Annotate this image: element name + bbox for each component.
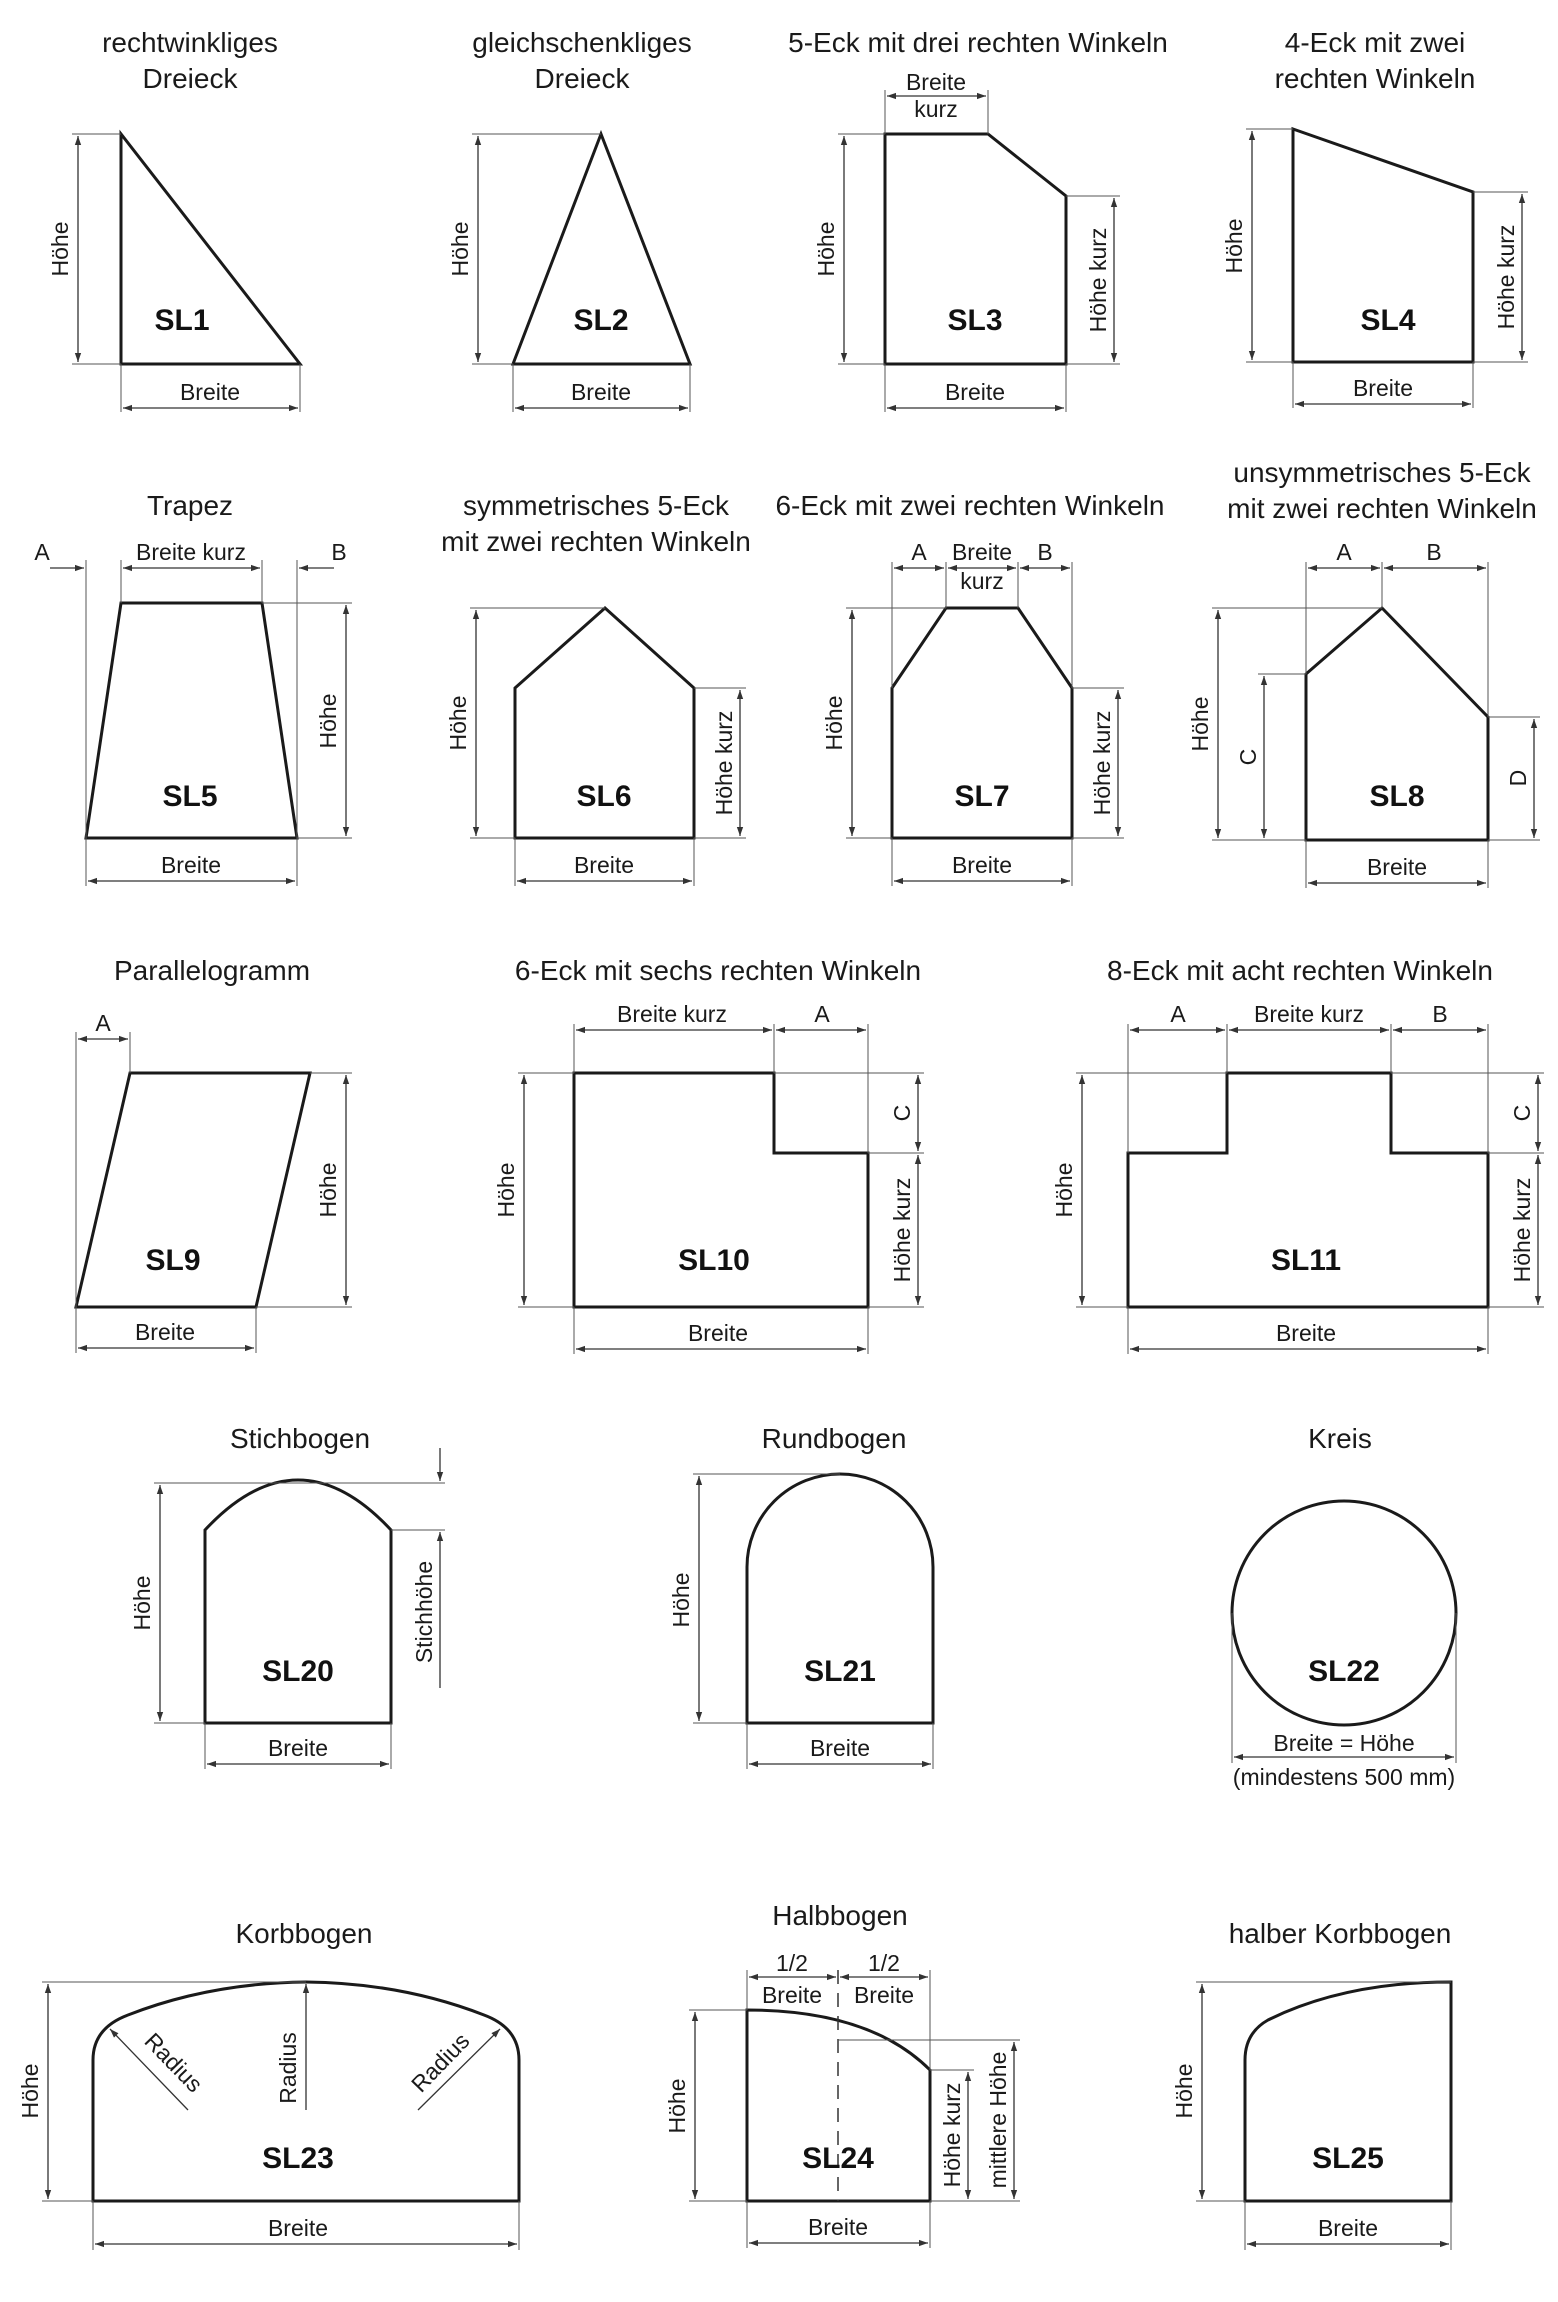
- shape-sl24-label-height-short: Höhe kurz: [939, 2082, 965, 2188]
- shape-sl2-title-line-2: Dreieck: [534, 63, 630, 94]
- shape-sl9: [76, 955, 352, 1353]
- shape-sl5: [34, 490, 352, 886]
- shape-sl23-label-height: Höhe: [17, 2063, 43, 2119]
- shape-sl6-label-height-short: Höhe kurz: [711, 710, 737, 816]
- shape-sl10-title: 6-Eck mit sechs rechten Winkeln: [514, 955, 922, 986]
- shape-sl6-label-width: Breite: [573, 852, 635, 878]
- shape-sl20: [129, 1423, 445, 1769]
- shape-sl8-label-height: Höhe: [1187, 696, 1213, 752]
- circle-outline: [1232, 1501, 1456, 1725]
- shape-sl5-label-height: Höhe: [315, 693, 341, 749]
- shape-sl3-title: 5-Eck mit drei rechten Winkeln: [788, 27, 1168, 58]
- shape-sl11-label-a: A: [1170, 1001, 1186, 1027]
- shape-sl1-label-height: Höhe: [47, 221, 73, 277]
- shape-sl5-label-width-short: Breite kurz: [136, 539, 246, 565]
- shape-sl23-label-width: Breite: [267, 2215, 329, 2241]
- shape-sl7-label-height: Höhe: [821, 695, 847, 751]
- shape-sl2-label-height: Höhe: [447, 221, 473, 277]
- shape-sl11-label-width-short: Breite kurz: [1254, 1001, 1364, 1027]
- shape-sl5-label-width: Breite: [160, 852, 222, 878]
- shape-sl25-label-height: Höhe: [1171, 2063, 1197, 2119]
- shape-sl7-label-width-short-1: Breite: [951, 539, 1013, 565]
- shape-sl23-label-radius-left: Radius: [139, 2027, 208, 2098]
- shape-sl9-code: SL9: [145, 1244, 201, 1277]
- shape-sl6-code: SL6: [576, 780, 632, 813]
- shape-sl24-label-half-left-1: 1/2: [776, 1950, 808, 1976]
- shape-sl22: [1232, 1423, 1456, 1790]
- shape-sl2-title-line-1: gleichschenkliges: [472, 27, 692, 58]
- shape-sl23: [17, 1918, 519, 2250]
- shape-sl22-code: SL22: [1308, 1655, 1380, 1688]
- shape-sl20-label-height: Höhe: [129, 1575, 155, 1631]
- shape-sl11-label-b: B: [1432, 1001, 1448, 1027]
- shape-sl21-label-width: Breite: [809, 1735, 871, 1761]
- shape-sl1-code: SL1: [154, 304, 210, 337]
- shape-sl10-label-height: Höhe: [493, 1162, 519, 1218]
- shape-sl9-label-height: Höhe: [315, 1162, 341, 1218]
- shape-sl21-label-height: Höhe: [668, 1572, 694, 1628]
- shape-sl8-label-a: A: [1336, 539, 1352, 565]
- shape-sl20-title: Stichbogen: [229, 1423, 371, 1454]
- shape-sl4: [1221, 27, 1528, 408]
- shape-sl4-title-line-1: 4-Eck mit zwei: [1284, 27, 1466, 58]
- shape-sl3-code: SL3: [947, 304, 1003, 337]
- shape-sl3-label-height-short: Höhe kurz: [1085, 227, 1111, 333]
- shape-sl24-label-width: Breite: [807, 2214, 869, 2240]
- shape-sl3-label-height: Höhe: [813, 221, 839, 277]
- shape-sl20-label-width: Breite: [267, 1735, 329, 1761]
- shape-sl1-title-line-1: rechtwinkliges: [102, 27, 278, 58]
- shape-sl11-label-width: Breite: [1275, 1320, 1337, 1346]
- shape-sl11: [1051, 955, 1544, 1354]
- shape-sl22-label-width: Breite = Höhe: [1273, 1730, 1415, 1756]
- shape-sl24-title: Halbbogen: [772, 1900, 908, 1931]
- shape-sl4-label-height-short: Höhe kurz: [1493, 224, 1519, 330]
- shape-sl11-label-height-short: Höhe kurz: [1509, 1177, 1535, 1283]
- shape-sl8-title-line-1: unsymmetrisches 5-Eck: [1233, 457, 1531, 488]
- shape-sl5-label-b: B: [331, 539, 347, 565]
- shape-sl4-label-width: Breite: [1352, 375, 1414, 401]
- shape-sl11-code: SL11: [1270, 1244, 1342, 1277]
- shape-sl23-label-radius-right: Radius: [406, 2027, 475, 2098]
- shape-sl2: [447, 27, 692, 412]
- shape-sl10-code: SL10: [678, 1244, 750, 1277]
- shape-sl24-label-half-right-1: 1/2: [868, 1950, 900, 1976]
- shape-sl7-label-width-short-2: kurz: [960, 568, 1004, 594]
- shape-sl20-label-rise: Stichhöhe: [411, 1560, 437, 1664]
- shape-sl22-title: Kreis: [1308, 1423, 1372, 1454]
- shape-sl21-code: SL21: [804, 1655, 876, 1688]
- shape-sl4-code: SL4: [1360, 304, 1416, 337]
- shape-sl3-label-width-short-2: kurz: [914, 96, 958, 122]
- shape-sl3-label-width-short-1: Breite: [905, 69, 967, 95]
- shape-sl3-label-width: Breite: [944, 379, 1006, 405]
- right-triangle-outline: [121, 134, 300, 364]
- shape-sl1: [47, 27, 300, 412]
- shape-sl8-label-width: Breite: [1366, 854, 1428, 880]
- shape-sl11-title: 8-Eck mit acht rechten Winkeln: [1107, 955, 1493, 986]
- shape-sl11-label-c: C: [1509, 1104, 1535, 1122]
- shape-sl5-title: Trapez: [146, 490, 234, 521]
- shape-sl5-label-a: A: [34, 539, 50, 565]
- shape-sl8-code: SL8: [1369, 780, 1425, 813]
- shape-sl7-label-a: A: [911, 539, 927, 565]
- shape-sl8-label-d: D: [1505, 769, 1531, 787]
- shape-sl3: [788, 27, 1168, 412]
- shape-sl24-label-half-right-2: Breite: [853, 1982, 915, 2008]
- shape-sl7-label-height-short: Höhe kurz: [1089, 710, 1115, 816]
- shape-sl7-title: 6-Eck mit zwei rechten Winkeln: [775, 490, 1165, 521]
- shape-sl5-code: SL5: [162, 780, 218, 813]
- shape-sl25-code: SL25: [1312, 2142, 1384, 2175]
- shape-sl23-label-radius-center: Radius: [275, 2032, 301, 2104]
- shape-sl8-title-line-2: mit zwei rechten Winkeln: [1227, 493, 1537, 524]
- shape-sl10-label-width: Breite: [687, 1320, 749, 1346]
- shape-sl6-label-height: Höhe: [445, 695, 471, 751]
- shape-sl4-label-height: Höhe: [1221, 218, 1247, 274]
- shape-sl8-label-c: C: [1235, 748, 1261, 766]
- shape-sl7-label-width: Breite: [951, 852, 1013, 878]
- shape-sl6-title-line-1: symmetrisches 5-Eck: [462, 490, 730, 521]
- shape-sl21: [668, 1423, 933, 1769]
- shape-sl25-title: halber Korbbogen: [1228, 1918, 1452, 1949]
- shape-sl2-label-width: Breite: [570, 379, 632, 405]
- shape-sl7-code: SL7: [954, 780, 1010, 813]
- shape-sl24-label-height: Höhe: [664, 2078, 690, 2134]
- shape-sl22-label-note: (mindestens 500 mm): [1232, 1764, 1456, 1790]
- shape-sl8: [1187, 457, 1540, 888]
- shape-sl10-label-height-short: Höhe kurz: [889, 1177, 915, 1283]
- shape-sl4-title-line-2: rechten Winkeln: [1274, 63, 1476, 94]
- shape-sl24-label-half-left-2: Breite: [761, 1982, 823, 2008]
- shape-sl24-code: SL24: [802, 2142, 874, 2175]
- shape-sl6: [441, 490, 751, 886]
- shape-sl23-title: Korbbogen: [235, 1918, 373, 1949]
- shape-sl25: [1171, 1918, 1451, 2250]
- shape-sl25-label-width: Breite: [1317, 2215, 1379, 2241]
- shape-sl2-code: SL2: [573, 304, 629, 337]
- shape-sl20-code: SL20: [262, 1655, 334, 1688]
- shape-sl6-title-line-2: mit zwei rechten Winkeln: [441, 526, 751, 557]
- shape-sl7: [775, 490, 1164, 886]
- shape-sl10-label-a: A: [814, 1001, 830, 1027]
- shape-sl9-label-width: Breite: [134, 1319, 196, 1345]
- shape-sl24-label-height-mid: mittlere Höhe: [985, 2051, 1011, 2189]
- shape-sl10-label-width-short: Breite kurz: [617, 1001, 727, 1027]
- shape-sl9-title: Parallelogramm: [113, 955, 311, 986]
- shape-sl7-label-b: B: [1037, 539, 1053, 565]
- shape-sl1-label-width: Breite: [179, 379, 241, 405]
- shape-sl1-title-line-2: Dreieck: [142, 63, 238, 94]
- shape-sl8-label-b: B: [1426, 539, 1442, 565]
- shape-sl21-title: Rundbogen: [761, 1423, 907, 1454]
- shape-sl9-label-a: A: [95, 1010, 111, 1036]
- shape-sl24: [664, 1900, 1020, 2248]
- shape-sl10: [493, 955, 924, 1354]
- shape-sl10-label-c: C: [889, 1104, 915, 1122]
- shape-sl11-label-height: Höhe: [1051, 1162, 1077, 1218]
- shape-sl23-code: SL23: [262, 2142, 334, 2175]
